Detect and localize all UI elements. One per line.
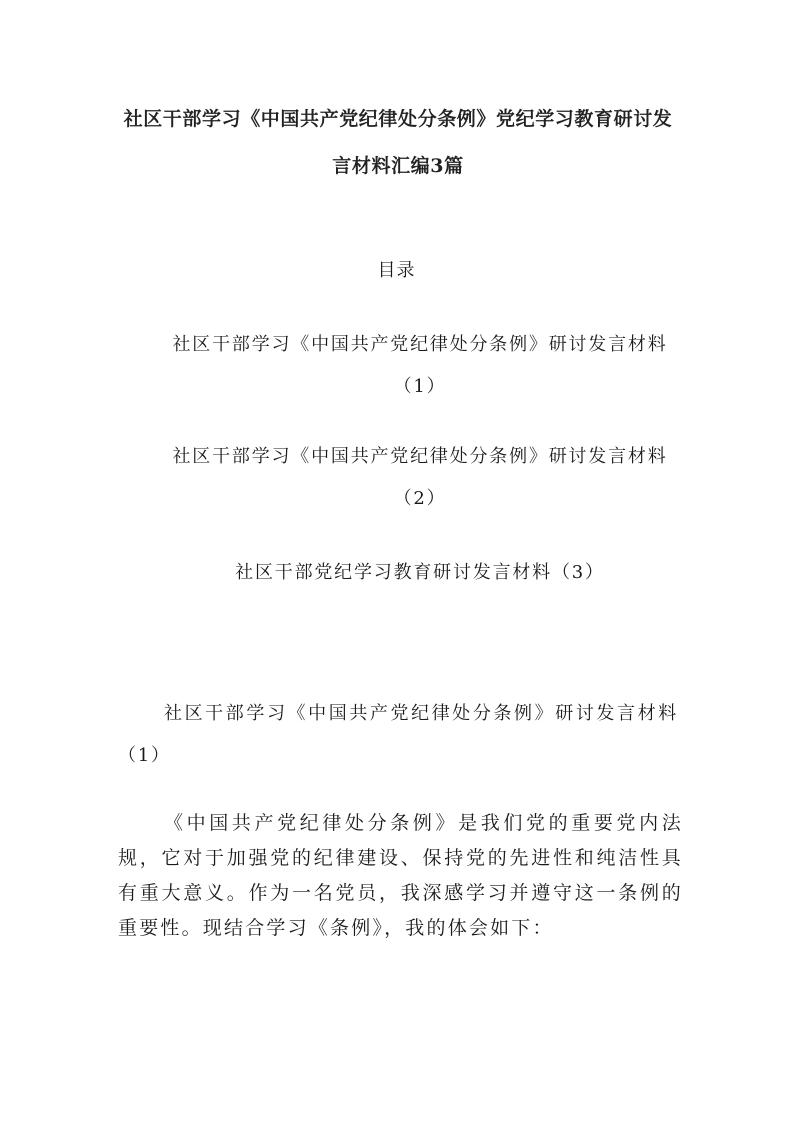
document-title: 社区干部学习《中国共产党纪律处分条例》党纪学习教育研讨发言材料汇编3篇 (123, 108, 673, 177)
toc-heading: 目录 (377, 260, 416, 281)
section-1-heading: 社区干部学习《中国共产党纪律处分条例》研讨发言材料（1） (118, 703, 678, 766)
toc-item-1[interactable]: 社区干部学习《中国共产党纪律处分条例》研讨发言材料（1） (172, 334, 668, 397)
section-1-paragraph: 《中国共产党纪律处分条例》是我们党的重要党内法规，它对于加强党的纪律建设、保持党的先进性和纯洁性具有重大意义。作为一名党员，我深感学习并遵守这一条例的重要性。现结合学习《条例》，我的体会如下： (118, 812, 683, 939)
toc-item-2[interactable]: 社区干部学习《中国共产党纪律处分条例》研讨发言材料（2） (172, 446, 668, 509)
toc-item-3[interactable]: 社区干部党纪学习教育研讨发言材料（3） (235, 562, 605, 583)
